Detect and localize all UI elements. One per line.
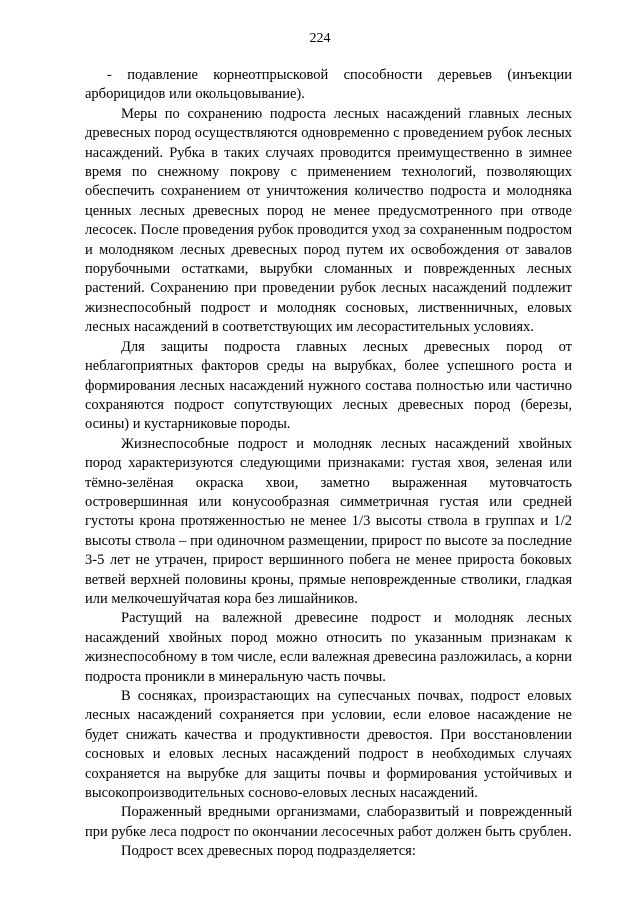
paragraph-undergrowth-preservation: Меры по сохранению подроста лесных насаждений главных лесных древесных пород осуществляются одновременно с проведением рубок лесных насаждений. Рубка в таких случаях проводится преимущественно в зимнее время по снежному покрову с применением технологий, позволяющих обеспечить сохранением от уничтожения количество подроста и молодняка ценных лесных древесных пород не менее предусмотренного при отводе лесосек. После проведения рубок проводится уход за сохраненным подростом и молодняком лесных древесных пород путем их освобождения от завалов порубочными остатками, вырубки сломанных и поврежденных лесных растений. Сохранению при проведении рубок лесных насаждений подлежит жизнеспособный подрост и молодняк сосновых, лиственничных, еловых лесных насаждений в соответствующих им лесорастительных условиях. bbox=[85, 105, 572, 336]
paragraph-pine-stands: В сосняках, произрастающих на супесчаных почвах, подрост еловых лесных насаждений сохраняется при условии, если еловое насаждение не будет снижать качества и продуктивности древостоя. При восстановлении сосновых и еловых лесных насаждений подрост в необходимых случаях сохраняется на вырубке для защиты почвы и формирования устойчивых и высокопроизводительных сосново-еловых лесных насаждений. bbox=[85, 688, 572, 802]
paragraph-deadwood-growth: Растущий на валежной древесине подрост и молодняк лесных насаждений хвойных пород можно относить по указанным признакам к жизнеспособному в том числе, если валежная древесина разложилась, а корни подроста проникли в минеральную часть почвы. bbox=[85, 610, 572, 685]
paragraph-viability-signs: Жизнеспособные подрост и молодняк лесных насаждений хвойных пород характеризуются следующими признаками: густая хвоя, зеленая или тёмно-зелёная окраска хвои, заметно выраженная мутовчатость островершинная или конусообразная симметричная густая или средней густоты крона протяженностью не менее 1/3 высоты ствола в группах и 1/2 высоты ствола – при одиночном размещении, прирост по высоте за последние 3-5 лет не утрачен, прирост вершинного побега не менее прироста боковых ветвей верхней половины кроны, прямые неповрежденные стволики, гладкая или мелкочешуйчатая кора без лишайников. bbox=[85, 435, 572, 607]
paragraph-list-item: - подавление корнеотпрысковой способности деревьев (инъекции арборицидов или окольцовывание). bbox=[85, 67, 572, 103]
page-body bbox=[85, 66, 572, 862]
paragraph-protection: Для защиты подроста главных лесных древесных пород от неблагоприятных факторов среды на вырубках, более успешного роста и формирования лесных насаждений нужного состава полностью или частично сохраняются подрост сопутствующих лесных древесных пород (березы, осины) и кустарниковые породы. bbox=[85, 338, 572, 433]
paragraph-damaged-undergrowth: Пораженный вредными организмами, слаборазвитый и поврежденный при рубке леса подрост по окончании лесосечных работ должен быть срублен. bbox=[85, 804, 572, 840]
page-number: 224 bbox=[309, 31, 331, 46]
paragraph-classification: Подрост всех древесных пород подразделяется: bbox=[121, 843, 416, 860]
